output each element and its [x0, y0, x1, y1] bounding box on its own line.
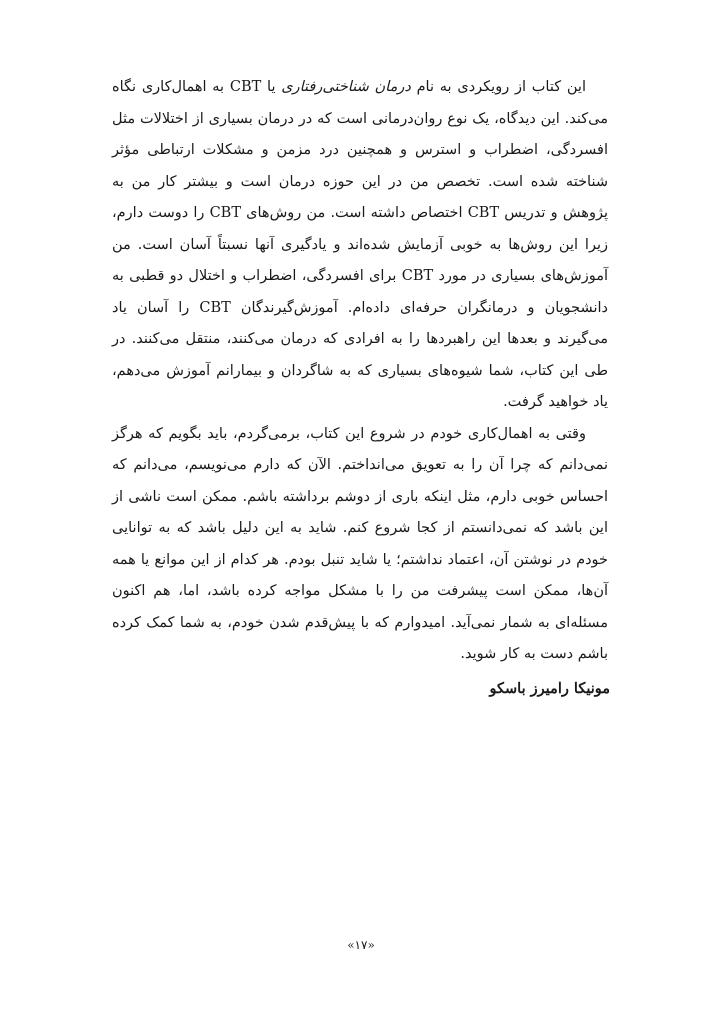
paragraph-2-text: وقتی به اهمال‌کاری خودم در شروع این کتاب، برمی‌گردم، باید بگویم که هرگز نمی‌دانم که چرا آن را به تعویق می‌انداختم. الآن که دارم می‌نویسم، می‌دانم که احساس خوبی دارم، مثل اینکه باری از دوشم برداشته باشم. ممکن است ناشی از این باشد که نمی‌دانستم از کجا شروع کنم. شاید به این دلیل باشد که به توانایی خودم در نوشتن آن، اعتماد نداشتم؛ یا شاید تنبل بودم. هر کدام از این موانع یا همه آن‌ها، ممکن است پیشرفت من را با مشکل مواجه کرده باشد، اما، هم اکنون مسئله‌ای به شمار نمی‌آید. امیدوارم که با پیش‌قدم شدن خودم، به شما کمک کرده باشم دست به کار شوید.: [112, 425, 608, 662]
paragraph-1-text-end: یا CBT به اهمال‌کاری نگاه می‌کند. این دیدگاه، یک نوع روان‌درمانی است که در درمان بسیاری از اختلالات مثل افسردگی، اضطراب و استرس و همچنین درد مزمن و مشکلات ارتباطی مؤثر شناخته شده است. تخصص من در این حوزه درمان است و بیشتر کار من به پژوهش و تدریس CBT اختصاص داشته است. من روش‌های CBT را دوست دارم، زیرا این روش‌ها به خوبی آزمایش شده‌اند و یادگیری آنها نسبتاً آسان است. من آموزش‌های بسیاری در مورد CBT برای افسردگی، اضطراب و اختلال دو قطبی به دانشجویان و درمانگران حرفه‌ای داده‌ام. آموزش‌گیرندگان CBT را آسان یاد می‌گیرند و بعدها این راهبردها را به افرادی که درمان می‌کنند، منتقل می‌کنند. در طی این کتاب، شما شیوه‌های بسیاری که به شاگردان و بیمارانم آموزش می‌دهم، یاد خواهید گرفت.: [112, 79, 608, 410]
paragraph-2: [112, 419, 608, 671]
paragraph-1-text-start: این کتاب از رویکردی به نام: [410, 79, 586, 95]
book-page-body: [112, 72, 608, 671]
paragraph-1-emphasis: درمان شناختی‌رفتاری: [281, 79, 411, 95]
paragraph-1: [112, 72, 608, 419]
author-signature: مونیکا رامیرز باسکو: [489, 680, 610, 697]
page-number: «۱۷»: [347, 938, 375, 952]
